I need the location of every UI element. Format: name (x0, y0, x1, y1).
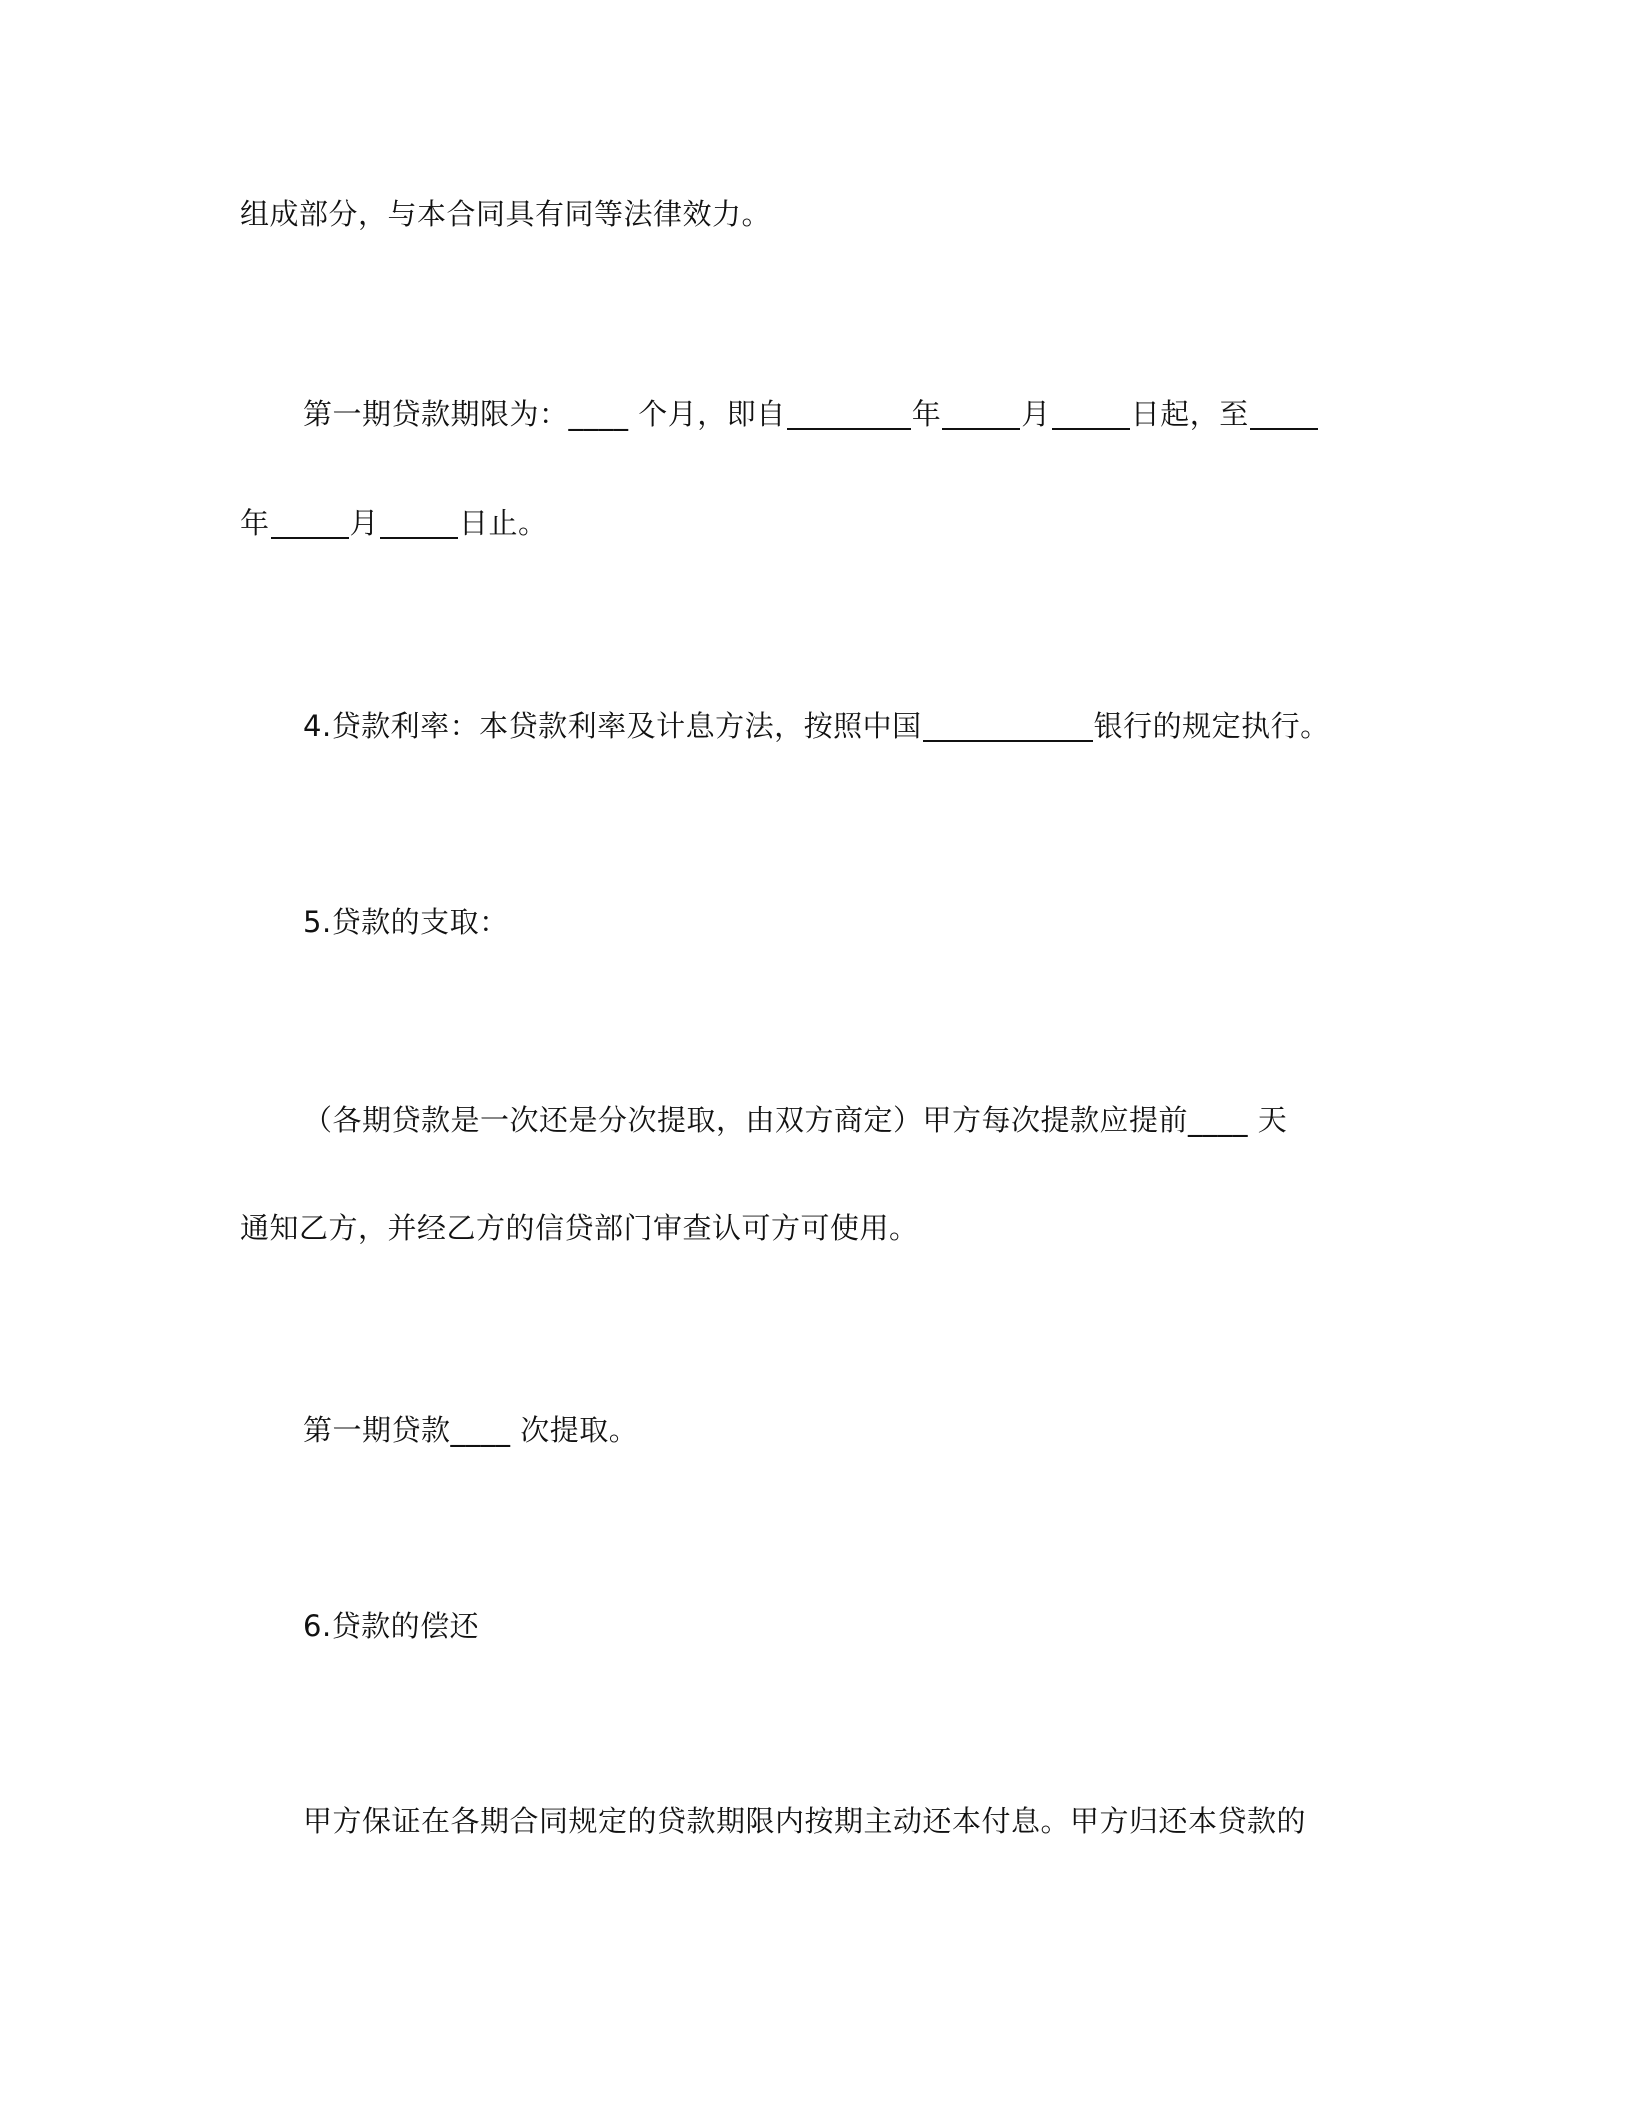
text: 通知乙方，并经乙方的信贷部门审查认可方可使用。 (240, 1211, 919, 1245)
paragraph-line-withdrawal-notice (303, 1100, 1287, 1140)
text: 甲方保证在各期合同规定的贷款期限内按期主动还本付息。甲方归还本贷款的 (303, 1804, 1307, 1838)
days-blank: ____ (1188, 1103, 1249, 1137)
paragraph-line-loan-term (303, 394, 1319, 434)
start-year-blank (787, 398, 911, 430)
paragraph-line-1 (240, 194, 771, 234)
text: 个月，即自 (628, 397, 786, 431)
text: 4.贷款利率：本贷款利率及计息方法，按照中国 (303, 709, 922, 743)
months-blank: ____ (568, 397, 629, 431)
start-day-blank (1052, 398, 1130, 430)
text: 6.贷款的偿还 (303, 1609, 480, 1643)
end-day-blank (380, 507, 458, 539)
text: 天 (1248, 1103, 1288, 1137)
times-blank: ____ (450, 1413, 511, 1447)
text: 日止。 (459, 506, 548, 540)
paragraph-line-first-loan (303, 1410, 638, 1450)
text: 次提取。 (510, 1413, 639, 1447)
text: 银行的规定执行。 (1093, 709, 1330, 743)
end-year-blank (1250, 398, 1318, 430)
text: 年 (240, 506, 270, 540)
text: 第一期贷款期限为： (303, 397, 569, 431)
text: 月 (1021, 397, 1051, 431)
bank-name-blank (923, 710, 1093, 742)
text: 组成部分，与本合同具有同等法律效力。 (240, 197, 772, 231)
paragraph-line-end-date (240, 503, 548, 543)
section-heading-repayment (303, 1606, 479, 1646)
section-heading-withdrawal (303, 902, 509, 942)
end-month-blank (271, 507, 349, 539)
text: （各期贷款是一次还是分次提取，由双方商定）甲方每次提款应提前 (303, 1103, 1189, 1137)
paragraph-line-notify (240, 1208, 919, 1248)
start-month-blank (942, 398, 1020, 430)
text: 第一期贷款 (303, 1413, 451, 1447)
text: 5.贷款的支取： (303, 905, 509, 939)
text: 月 (349, 506, 380, 540)
paragraph-line-interest-rate (303, 706, 1330, 746)
text: 日起，至 (1130, 397, 1249, 431)
text: 年 (911, 397, 942, 431)
paragraph-line-repayment (303, 1801, 1306, 1841)
